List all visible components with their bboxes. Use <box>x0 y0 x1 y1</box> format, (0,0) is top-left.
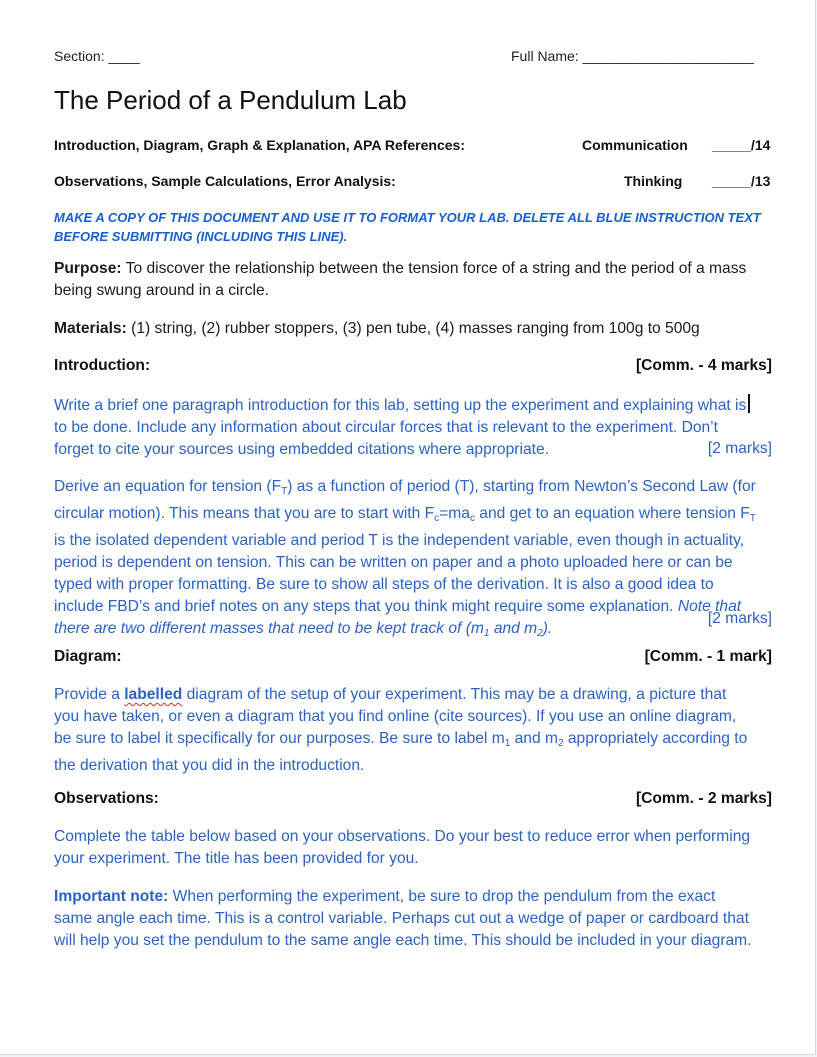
text-cursor <box>748 394 750 413</box>
derivation-line4: period is dependent on tension. This can be written on paper and a photo uploaded here or can be <box>54 554 733 571</box>
purpose-paragraph <box>54 258 776 302</box>
derivation-line2a: circular motion). This means that you are to start with F <box>54 505 435 522</box>
important-note-line1: When performing the experiment, be sure to drop the pendulum from the exact <box>168 888 716 905</box>
important-note-line3: will help you set the pendulum to the same angle each time. This should be included in your diagram. <box>54 932 752 949</box>
subscript: c <box>469 513 475 524</box>
diagram-line3a: be sure to label it specifically for our purposes. Be sure to label m <box>54 730 505 747</box>
purpose-text-line1: To discover the relationship between the tension force of a string and the period of a mass <box>121 260 747 277</box>
diagram-instructions[interactable] <box>54 684 776 777</box>
rubric-thinking-category: Thinking <box>624 173 683 189</box>
materials-paragraph <box>54 318 776 340</box>
subscript: 2 <box>537 628 543 639</box>
intro-p1-line2: to be done. Include any information about circular forces that is relevant to the experiment. Don’t <box>54 419 718 436</box>
introduction-heading: Introduction: <box>54 357 151 374</box>
derivation-line6b: Note that <box>677 598 742 615</box>
rubric-communication-category: Communication <box>582 137 688 153</box>
subscript: T <box>749 513 756 524</box>
diagram-line1b: diagram of the setup of your experiment. This may be a drawing, a picture that <box>182 686 727 703</box>
important-note-label: Important note: <box>54 888 169 905</box>
diagram-line3b: and m <box>510 730 558 747</box>
derivation-line5: typed with proper formatting. Be sure to show all steps of the derivation. It is also a good idea to <box>54 576 714 593</box>
observations-instructions[interactable] <box>54 826 776 870</box>
derivation-marks: [2 marks] <box>707 610 772 627</box>
diagram-line2: you have taken, or even a diagram that you find online (cite sources). If you use an online diagram, <box>54 708 737 725</box>
intro-p1-line3: forget to cite your sources using embedded citations where appropriate. <box>54 441 549 458</box>
spelling-flagged-word[interactable]: labelled <box>124 686 183 703</box>
subscript: T <box>281 486 288 497</box>
derivation-line3: is the isolated dependent variable and period T is the independent variable, even though in actuality, <box>54 532 745 549</box>
subscript: 1 <box>504 738 511 749</box>
observations-line1: Complete the table below based on your observations. Do your best to reduce error when performing <box>54 828 751 845</box>
page-title: The Period of a Pendulum Lab <box>54 85 407 115</box>
purpose-text-line2: being swung around in a circle. <box>54 282 269 299</box>
section-field[interactable]: Section: ____ <box>54 48 140 64</box>
rubric-thinking-label: Observations, Sample Calculations, Error Analysis: <box>54 173 396 189</box>
rubric-thinking-score: _____/13 <box>712 173 771 189</box>
derivation-instructions[interactable] <box>54 476 776 645</box>
observations-heading: Observations: <box>54 790 159 807</box>
intro-p1-line1: Write a brief one paragraph introduction for this lab, setting up the experiment and explaining what is <box>54 397 747 414</box>
diagram-line3c: appropriately according to <box>563 730 748 747</box>
introduction-instructions[interactable] <box>54 394 776 461</box>
subscript: 1 <box>483 628 490 639</box>
rubric-communication-score: _____/14 <box>712 137 771 153</box>
subscript: 2 <box>557 738 564 749</box>
important-note[interactable] <box>54 886 776 952</box>
diagram-line1a: Provide a <box>54 686 125 703</box>
introduction-marks: [Comm. - 4 marks] <box>635 357 772 374</box>
full-name-field[interactable]: Full Name: ______________________ <box>511 48 754 64</box>
diagram-marks: [Comm. - 1 mark] <box>644 648 772 665</box>
observations-line2: your experiment. The title has been provided for you. <box>54 850 419 867</box>
derivation-line7a: there are two different masses that need to be kept track of (m <box>54 620 484 637</box>
instruction-note: MAKE A COPY OF THIS DOCUMENT AND USE IT TO FORMAT YOUR LAB. DELETE ALL BLUE INSTRUCTION TEXT BEFORE SUBMITTING (INCLUDING THIS LINE). <box>54 210 761 244</box>
diagram-line4: the derivation that you did in the introduction. <box>54 757 365 774</box>
derivation-line6a: include FBD’s and brief notes on any steps that you think might require some explanation. <box>54 598 678 615</box>
derivation-line1a: Derive an equation for tension (F <box>54 478 282 495</box>
rubric-communication-label: Introduction, Diagram, Graph & Explanation, APA References: <box>54 137 465 153</box>
purpose-label: Purpose: <box>54 260 122 277</box>
derivation-line2c: and get to an equation where tension F <box>474 505 750 522</box>
important-note-line2: same angle each time. This is a control variable. Perhaps cut out a wedge of paper or cardboard that <box>54 910 749 927</box>
derivation-line7c: ). <box>542 620 553 637</box>
intro-p1-marks: [2 marks] <box>707 440 772 457</box>
materials-text: (1) string, (2) rubber stoppers, (3) pen tube, (4) masses ranging from 100g to 500g <box>126 320 700 337</box>
derivation-line7b: and m <box>489 620 538 637</box>
derivation-line2b: =ma <box>439 505 470 522</box>
materials-label: Materials: <box>54 320 127 337</box>
diagram-heading: Diagram: <box>54 648 122 665</box>
observations-marks: [Comm. - 2 marks] <box>635 790 772 807</box>
derivation-line1b: ) as a function of period (T), starting from Newton’s Second Law (for <box>287 478 756 495</box>
subscript: c <box>434 513 440 524</box>
